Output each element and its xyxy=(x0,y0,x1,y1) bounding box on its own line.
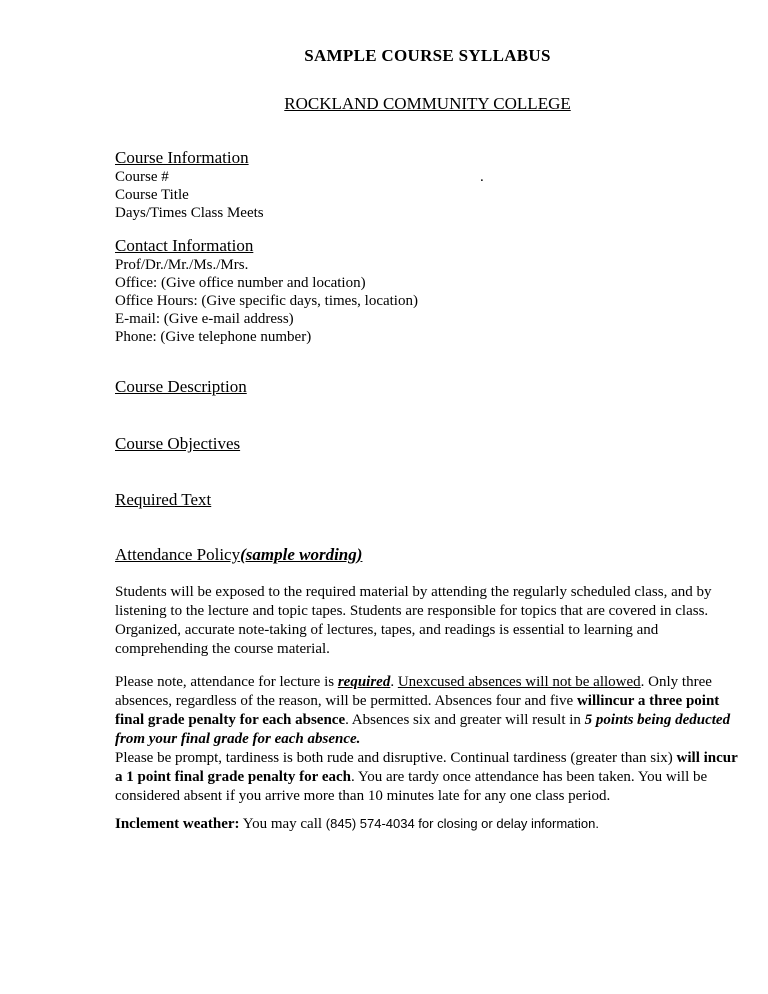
course-information-heading: Course Information xyxy=(115,148,249,167)
phone-line: Phone: (Give telephone number) xyxy=(115,329,312,345)
para2-mid-text-2: . Absences six and greater will result in xyxy=(345,712,585,728)
para2-prompt-text: Please be prompt, tardiness is both rude and disruptive. Continual tardiness (greater than six) xyxy=(115,750,677,766)
attendance-policy-heading xyxy=(115,545,740,565)
attendance-paragraph-2 xyxy=(115,673,740,806)
attendance-policy-heading-text: Attendance Policy xyxy=(115,545,241,564)
course-information-section xyxy=(115,148,740,222)
attendance-policy-heading-note: (sample wording) xyxy=(240,545,363,564)
stray-period: . xyxy=(480,169,484,185)
inclement-weather-text: You may call xyxy=(239,816,326,832)
college-name: ROCKLAND COMMUNITY COLLEGE xyxy=(284,94,571,113)
attendance-paragraph-1: Students will be exposed to the required material by attending the regularly scheduled class, and by listening to the lecture and topic tapes. Students are responsible for topics that are covered in class. Organized, accurate note-taking of lectures, tapes, and readings is essential to learning and comprehending the course material. xyxy=(115,584,712,657)
required-text-heading: Required Text xyxy=(115,490,212,509)
office-line: Office: (Give office number and location) xyxy=(115,275,366,291)
para2-separator: . xyxy=(390,674,398,690)
inclement-weather-line xyxy=(115,814,740,834)
para2-tardy-rules: . You are tardy once attendance has been taken. You will be considered absent if you arrive more than 10 minutes late for any one class period. xyxy=(115,769,708,804)
para2-mid-text: . Only three absences, regardless of the reason, will be permitted. Absences four and five xyxy=(115,674,712,709)
days-times-label: Days/Times Class Meets xyxy=(115,205,264,221)
para2-three-point-penalty: willincur a three point final grade penalty for each absence xyxy=(115,693,720,728)
course-objectives-heading: Course Objectives xyxy=(115,434,241,453)
para2-unexcused-emphasis: Unexcused absences will not be allowed xyxy=(397,674,641,690)
course-title-label: Course Title xyxy=(115,187,189,203)
email-line: E-mail: (Give e-mail address) xyxy=(115,311,294,327)
para2-intro: Please note, attendance for lecture is xyxy=(115,674,338,690)
course-number-line xyxy=(115,168,740,186)
office-hours-line: Office Hours: (Give specific days, times, location) xyxy=(115,293,418,309)
contact-information-heading: Contact Information xyxy=(115,236,254,255)
professor-title-line: Prof/Dr./Mr./Ms./Mrs. xyxy=(115,257,249,273)
contact-information-section xyxy=(115,236,740,346)
inclement-weather-label: Inclement weather: xyxy=(115,816,240,832)
document-title: SAMPLE COURSE SYLLABUS xyxy=(304,46,551,65)
para2-required-emphasis: required xyxy=(337,674,391,690)
course-number-label: Course # xyxy=(115,169,169,185)
para2-one-point-penalty: will incur a 1 point final grade penalty for each xyxy=(115,750,738,785)
inclement-weather-phone-info: (845) 574-4034 for closing or delay information. xyxy=(325,816,599,831)
course-description-heading: Course Description xyxy=(115,377,247,396)
para2-five-points-deducted: 5 points being deducted from your final grade for each absence. xyxy=(115,712,731,747)
